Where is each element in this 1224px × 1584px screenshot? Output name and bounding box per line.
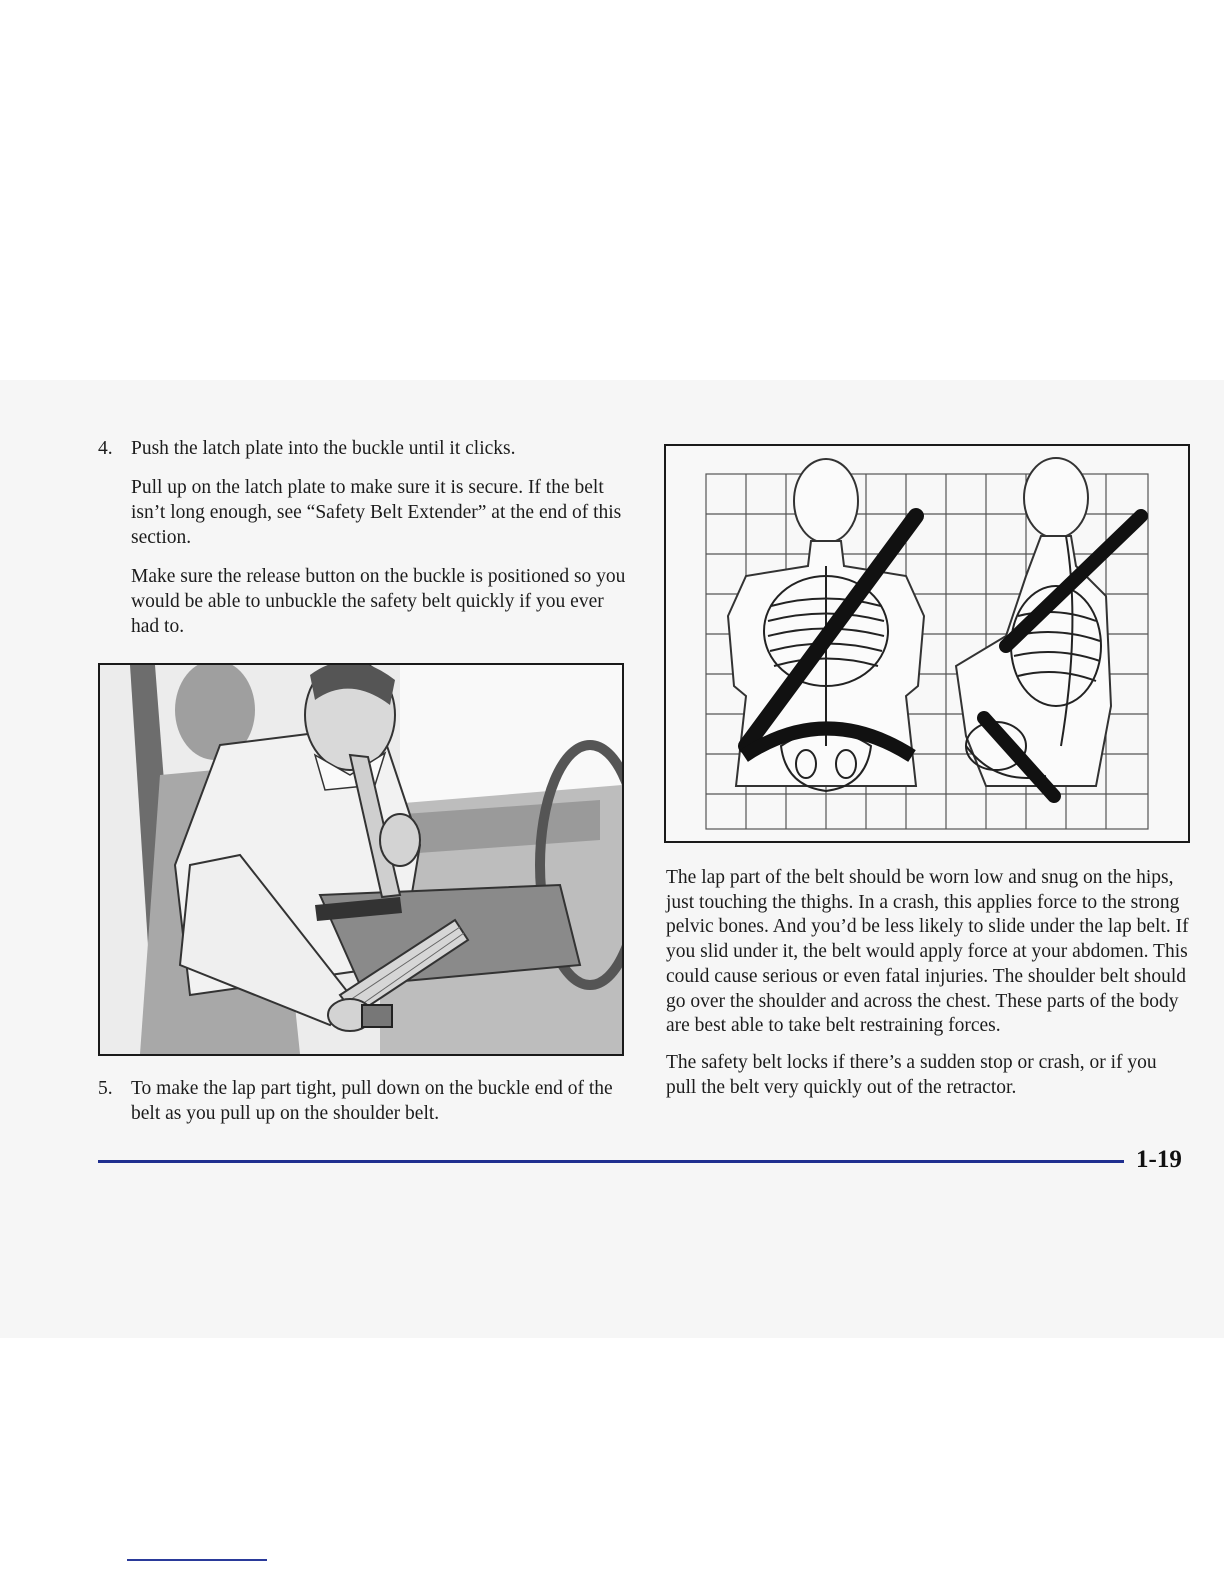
belt-lock-paragraph: The safety belt locks if there’s a sudden stop or crash, or if you pull the belt very quickly out of the retractor. [666, 1051, 1157, 1098]
buckling-illustration [98, 663, 624, 1056]
step-4-secure-paragraph: Pull up on the latch plate to make sure it is secure. If the belt isn’t long enough, see “Safety Belt Extender” at the end of this section. [131, 477, 622, 548]
step-4-number: 4. [98, 438, 113, 459]
step-4-text: Push the latch plate into the buckle until it clicks. [131, 438, 516, 459]
step-5 [98, 1076, 628, 1126]
skeleton-belt-diagram [664, 444, 1190, 843]
step-4-section [98, 436, 628, 639]
step-4 [98, 436, 628, 461]
belt-explanation [666, 866, 1190, 1112]
step-4-release-paragraph: Make sure the release button on the buckle is positioned so you would be able to unbuckle the safety belt quickly if you ever had to. [131, 566, 626, 637]
bottom-edge-line [127, 1559, 267, 1561]
page-number: 1-19 [1136, 1146, 1182, 1173]
lap-belt-paragraph: The lap part of the belt should be worn low and snug on the hips, just touching the thighs. In a crash, this applies force to the strong pelvic bones. And you’d be less likely to slide under the lap belt. If you slid under it, the belt would apply force at your abdomen. This could cause serious or even fatal injuries. The shoulder belt should go over the shoulder and across the chest. These parts of the body are best able to take belt restraining forces. [666, 867, 1189, 1037]
footer-rule [98, 1160, 1124, 1163]
buckling-illustration-drawing [100, 665, 622, 1054]
step-5-number: 5. [98, 1078, 113, 1099]
step-5-section [98, 1076, 628, 1126]
skeleton-belt-drawing [666, 446, 1188, 841]
step-5-text: To make the lap part tight, pull down on the buckle end of the belt as you pull up on the shoulder belt. [131, 1078, 613, 1124]
